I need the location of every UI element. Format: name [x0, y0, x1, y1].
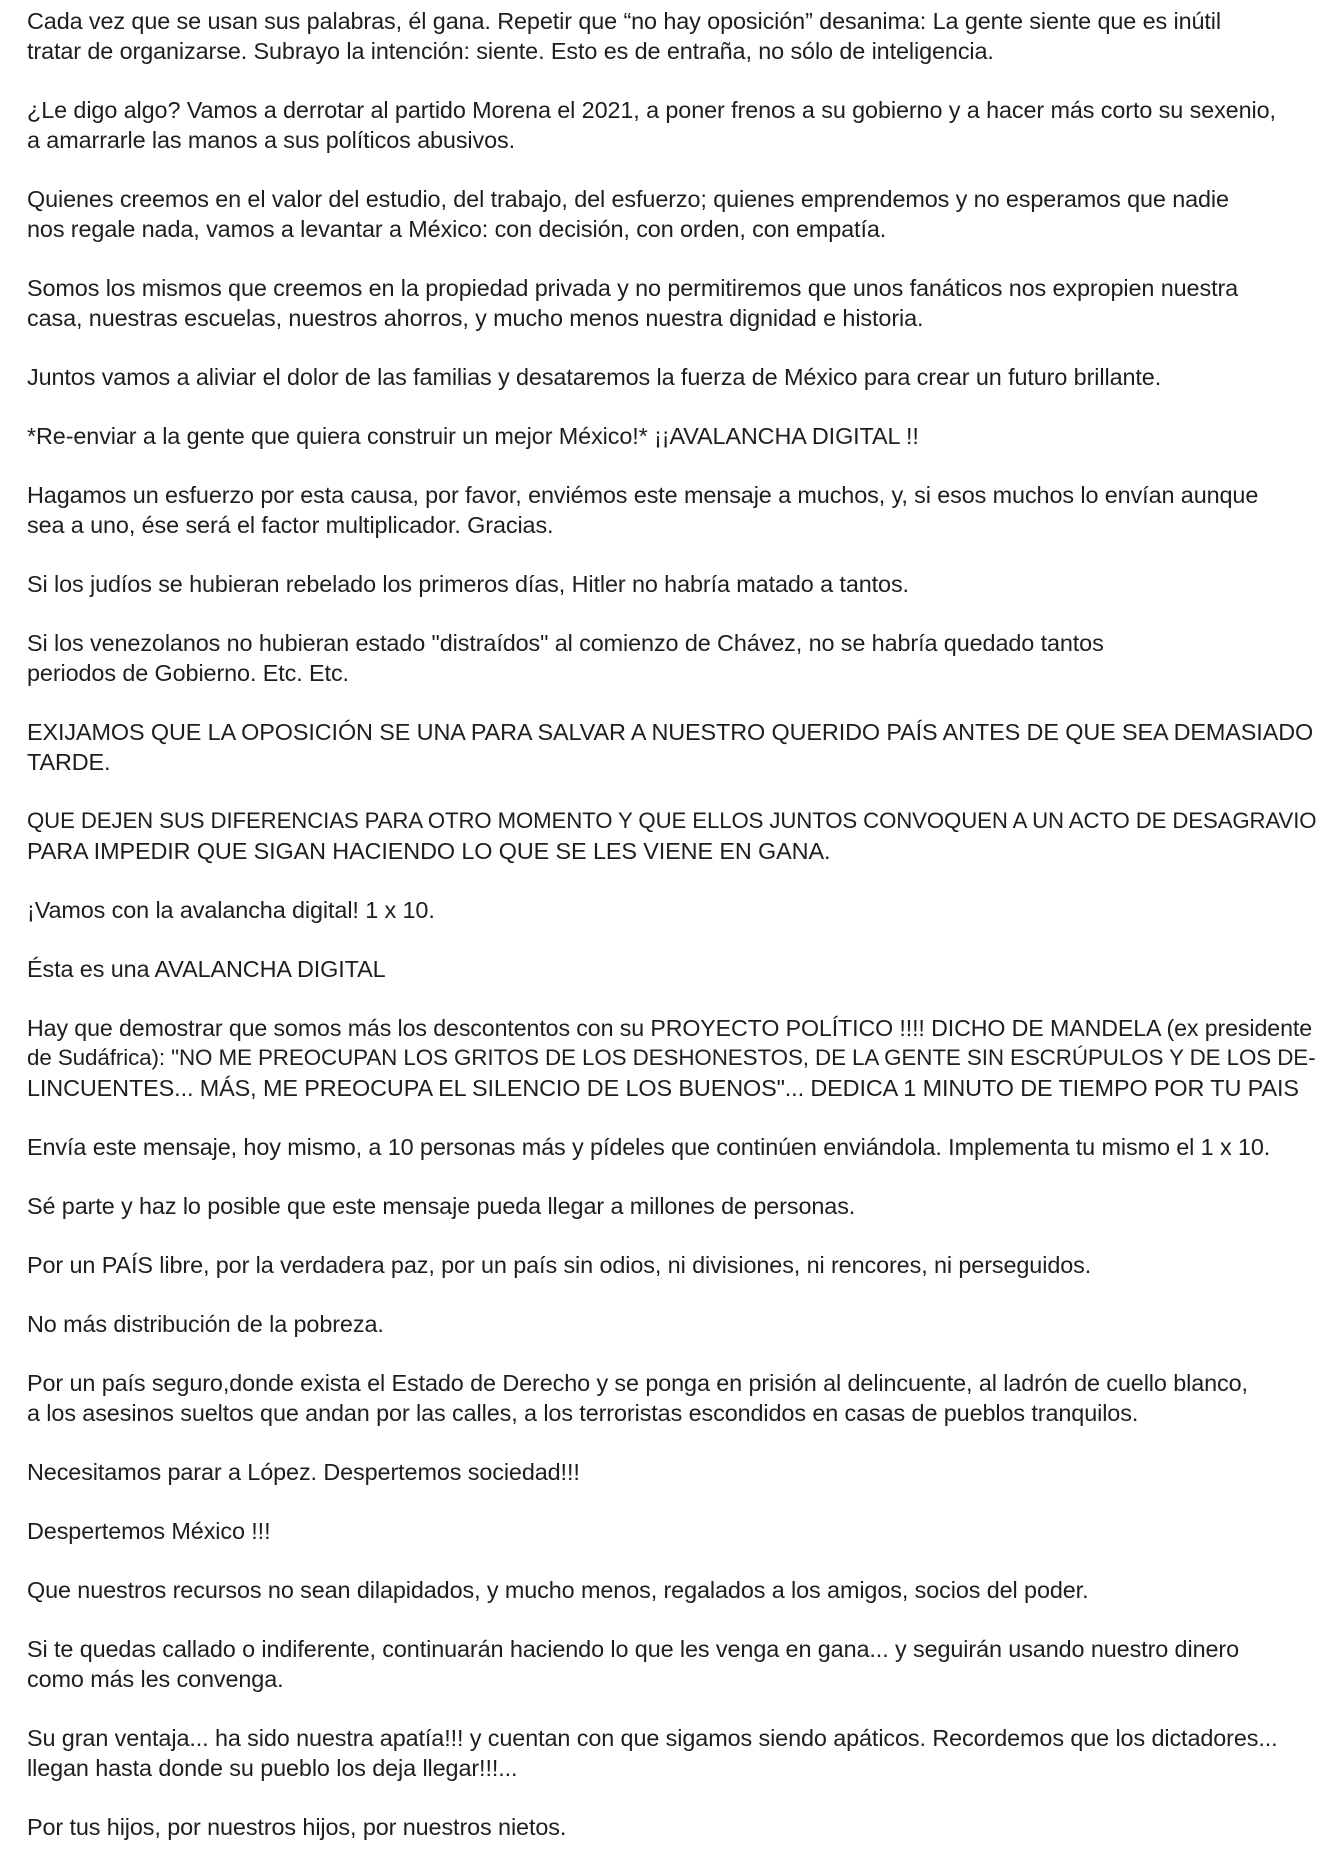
paragraph [27, 1191, 1317, 1221]
text-line: Si los venezolanos no hubieran estado "distraídos" al comienzo de Chávez, no se habría quedado tantos [27, 630, 1104, 656]
paragraph [27, 1575, 1317, 1605]
paragraph [27, 569, 1317, 599]
text-line: Quienes creemos en el valor del estudio, del trabajo, del esfuerzo; quienes emprendemos y no esperamos que nadie [27, 186, 1229, 212]
text-line: Necesitamos parar a López. Despertemos sociedad!!! [27, 1459, 580, 1485]
paragraph [27, 6, 1317, 66]
paragraph [27, 1812, 1317, 1842]
text-line: a amarrarle las manos a sus políticos abusivos. [27, 127, 516, 153]
text-line: periodos de Gobierno. Etc. Etc. [27, 660, 349, 686]
text-line: Juntos vamos a aliviar el dolor de las familias y desataremos la fuerza de México para crear un futuro brillante. [27, 364, 1162, 390]
paragraph [27, 628, 1317, 688]
text-line: llegan hasta donde su pueblo los deja llegar!!!... [27, 1755, 518, 1781]
text-line: Despertemos México !!! [27, 1518, 271, 1544]
paragraph [27, 1516, 1317, 1546]
text-line: como más les convenga. [27, 1666, 284, 1692]
text-line: tratar de organizarse. Subrayo la intención: siente. Esto es de entraña, no sólo de inteligencia. [27, 38, 994, 64]
text-line: LINCUENTES... MÁS, ME PREOCUPA EL SILENCIO DE LOS BUENOS"... DEDICA 1 MINUTO DE TIEMPO POR TU PAIS [27, 1075, 1299, 1101]
text-line: Sé parte y haz lo posible que este mensaje pueda llegar a millones de personas. [27, 1193, 856, 1219]
text-line: Somos los mismos que creemos en la propiedad privada y no permitiremos que unos fanáticos nos expropien nuestra [27, 275, 1239, 301]
text-line: ¿Le digo algo? Vamos a derrotar al partido Morena el 2021, a poner frenos a su gobierno y a hacer más corto su sexenio, [27, 97, 1276, 123]
paragraph [27, 1634, 1317, 1694]
paragraph [27, 1309, 1317, 1339]
text-line: *Re-enviar a la gente que quiera construir un mejor México!* ¡¡AVALANCHA DIGITAL !! [27, 423, 919, 449]
paragraph [27, 421, 1317, 451]
document-body [27, 6, 1317, 1871]
text-line: Envía este mensaje, hoy mismo, a 10 personas más y pídeles que continúen enviándola. Implementa tu mismo el 1 x 10. [27, 1134, 1271, 1160]
text-line: Hay que demostrar que somos más los descontentos con su PROYECTO POLÍTICO !!!! DICHO DE MANDELA (ex presidente [27, 1015, 1312, 1041]
paragraph [27, 184, 1317, 244]
paragraph [27, 1132, 1317, 1162]
text-line: Por un PAÍS libre, por la verdadera paz, por un país sin odios, ni divisiones, ni rencores, ni perseguidos. [27, 1252, 1092, 1278]
paragraph [27, 480, 1317, 540]
text-line: Que nuestros recursos no sean dilapidados, y mucho menos, regalados a los amigos, socios del poder. [27, 1577, 1089, 1603]
text-line: No más distribución de la pobreza. [27, 1311, 384, 1337]
paragraph [27, 1250, 1317, 1280]
text-line: Su gran ventaja... ha sido nuestra apatía!!! y cuentan con que sigamos siendo apáticos. Recordemos que los dictadores... [27, 1725, 1278, 1751]
paragraph [27, 1368, 1317, 1428]
text-line: sea a uno, ése será el factor multiplicador. Gracias. [27, 512, 554, 538]
text-line: QUE DEJEN SUS DIFERENCIAS PARA OTRO MOMENTO Y QUE ELLOS JUNTOS CONVOQUEN A UN ACTO DE DESAGRAVIO [27, 808, 1317, 833]
text-line: PARA IMPEDIR QUE SIGAN HACIENDO LO QUE SE LES VIENE EN GANA. [27, 838, 831, 864]
text-line: Cada vez que se usan sus palabras, él gana. Repetir que “no hay oposición” desanima: La gente siente que es inútil [27, 8, 1221, 34]
text-line: casa, nuestras escuelas, nuestros ahorros, y mucho menos nuestra dignidad e historia. [27, 305, 924, 331]
paragraph [27, 895, 1317, 925]
paragraph [27, 273, 1317, 333]
paragraph [27, 95, 1317, 155]
paragraph [27, 806, 1317, 866]
text-line: Por tus hijos, por nuestros hijos, por nuestros nietos. [27, 1814, 567, 1840]
paragraph [27, 362, 1317, 392]
text-line: Hagamos un esfuerzo por esta causa, por favor, enviémos este mensaje a muchos, y, si esos muchos lo envían aunque [27, 482, 1259, 508]
paragraph [27, 1457, 1317, 1487]
text-line: Si los judíos se hubieran rebelado los primeros días, Hitler no habría matado a tantos. [27, 571, 909, 597]
paragraph [27, 1723, 1317, 1783]
text-line: Ésta es una AVALANCHA DIGITAL [27, 956, 386, 982]
text-line: Por un país seguro,donde exista el Estado de Derecho y se ponga en prisión al delincuente, al ladrón de cuello blanco, [27, 1370, 1248, 1396]
text-line: TARDE. [27, 749, 111, 775]
text-line: EXIJAMOS QUE LA OPOSICIÓN SE UNA PARA SALVAR A NUESTRO QUERIDO PAÍS ANTES DE QUE SEA DEMASIADO [27, 719, 1314, 745]
text-line: nos regale nada, vamos a levantar a México: con decisión, con orden, con empatía. [27, 216, 887, 242]
paragraph [27, 1013, 1317, 1103]
text-line: a los asesinos sueltos que andan por las calles, a los terroristas escondidos en casas de pueblos tranquilos. [27, 1400, 1139, 1426]
text-line: de Sudáfrica): "NO ME PREOCUPAN LOS GRITOS DE LOS DESHONESTOS, DE LA GENTE SIN ESCRÚPULOS Y DE LOS DE- [27, 1045, 1316, 1070]
paragraph [27, 717, 1317, 777]
paragraph [27, 954, 1317, 984]
text-line: Si te quedas callado o indiferente, continuarán haciendo lo que les venga en gana... y seguirán usando nuestro dinero [27, 1636, 1239, 1662]
text-line: ¡Vamos con la avalancha digital! 1 x 10. [27, 897, 435, 923]
